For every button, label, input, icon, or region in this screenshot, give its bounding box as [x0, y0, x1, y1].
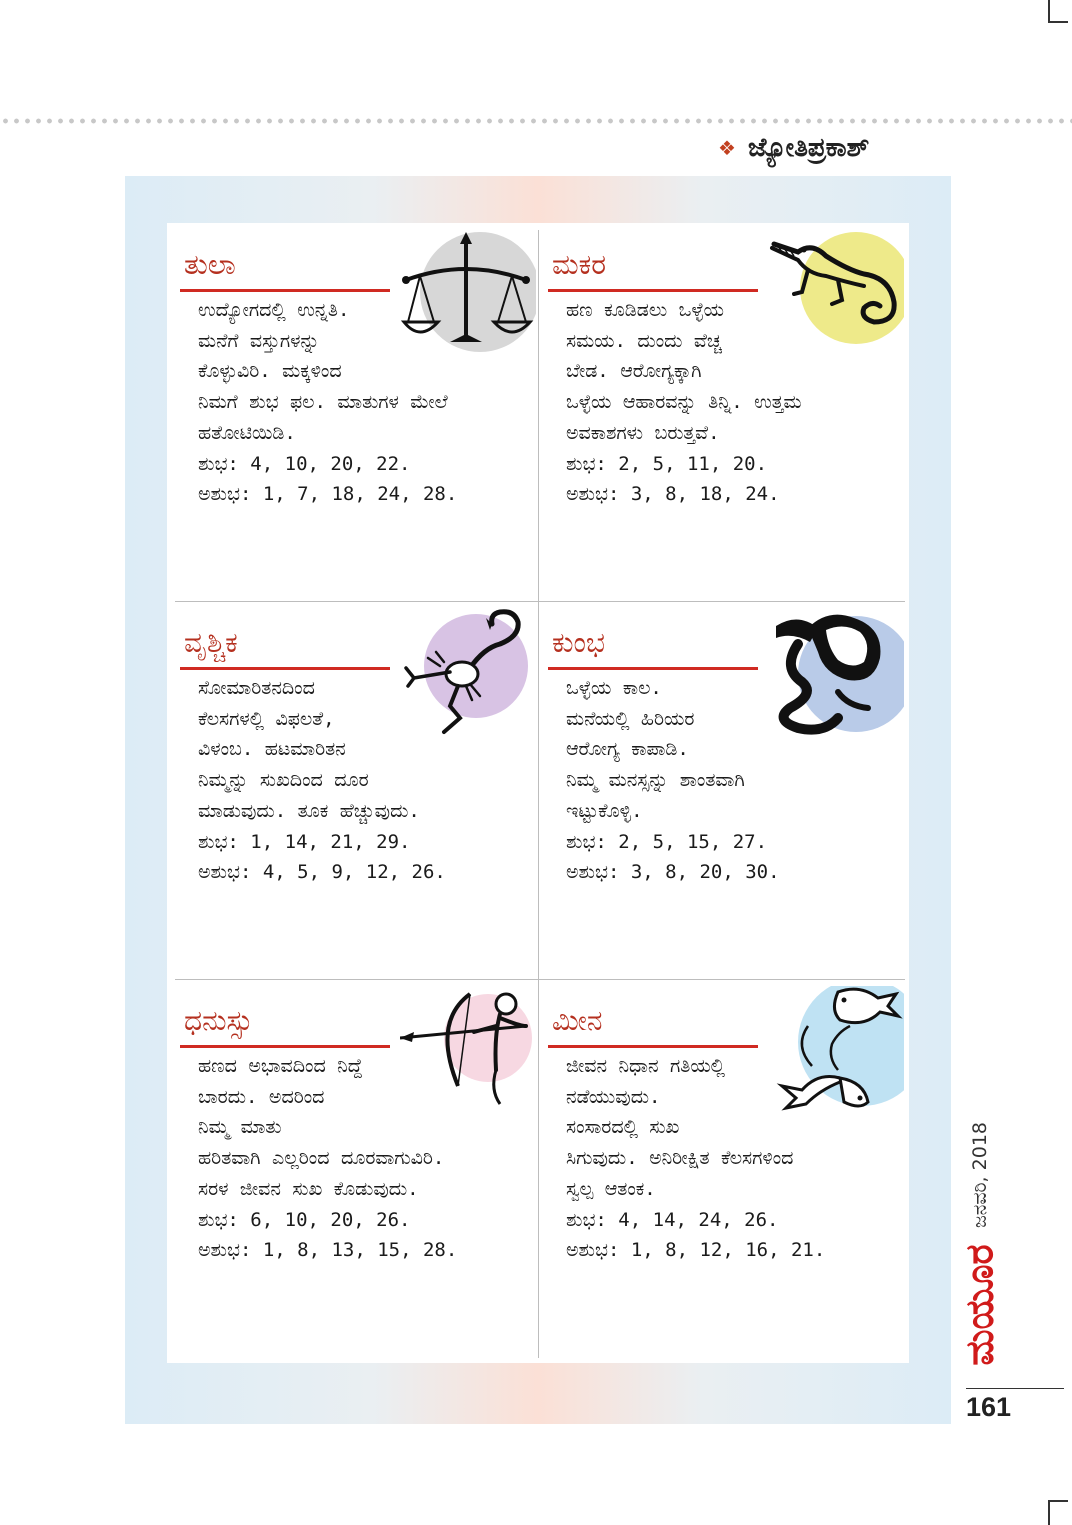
sign-card-dhanussu	[172, 986, 528, 1346]
prediction-line: ಸ್ವಲ್ಪ ಆತಂಕ.	[566, 1177, 656, 1200]
sign-body	[198, 1051, 528, 1266]
unlucky-dates: ಅಶುಭ: 1, 8, 12, 16, 21.	[566, 1239, 826, 1262]
sign-title: ಕುಂಭ	[552, 626, 606, 659]
magazine-logo-text: ಮಯೂರ	[957, 1244, 1002, 1366]
lucky-dates: ಶುಭ: 4, 10, 20, 22.	[198, 452, 411, 475]
title-underline	[548, 667, 758, 670]
sign-card-tula	[172, 230, 528, 590]
unlucky-dates: ಅಶುಭ: 3, 8, 18, 24.	[566, 483, 780, 506]
section-header	[718, 128, 869, 168]
issue-date-text: ಜನವರಿ, 2018	[969, 1122, 991, 1228]
prediction-line: ಮನೆಗೆ ವಸ್ತುಗಳನ್ನು	[198, 329, 320, 352]
dotted-divider	[0, 118, 1072, 124]
prediction-line: ಸಂಸಾರದಲ್ಲಿ ಸುಖ	[566, 1116, 680, 1139]
title-underline	[548, 289, 758, 292]
prediction-line: ನಿಮಗೆ ಶುಭ ಫಲ. ಮಾತುಗಳ ಮೇಲೆ	[198, 391, 448, 414]
row-divider-2	[175, 979, 905, 980]
prediction-line: ಅವಕಾಶಗಳು ಬರುತ್ತವೆ.	[566, 421, 720, 444]
prediction-line: ಕೊಳ್ಳುವಿರಿ. ಮಕ್ಕಳಿಂದ	[198, 360, 342, 383]
title-underline	[180, 289, 390, 292]
sign-card-kumbha	[540, 608, 896, 968]
prediction-line: ಒಳ್ಳೆಯ ಆಹಾರವನ್ನು ತಿನ್ನಿ. ಉತ್ತಮ	[566, 391, 802, 414]
lucky-dates: ಶುಭ: 2, 5, 11, 20.	[566, 452, 768, 475]
sign-title: ಮೀನ	[552, 1004, 603, 1037]
unlucky-dates: ಅಶುಭ: 1, 7, 18, 24, 28.	[198, 483, 458, 506]
prediction-line: ಹಣದ ಅಭಾವದಿಂದ ನಿದ್ದೆ	[198, 1055, 363, 1077]
prediction-line: ಸಿಗುವುದು. ಅನಿರೀಕ್ಷಿತ ಕೆಲಸಗಳಿಂದ	[566, 1147, 794, 1170]
sign-card-makara	[540, 230, 896, 590]
prediction-line: ನಿಮ್ಮನ್ನು ಸುಖದಿಂದ ದೂರ	[198, 769, 369, 792]
prediction-line: ಸರಳ ಜೀವನ ಸುಖ ಕೊಡುವುದು.	[198, 1177, 419, 1200]
prediction-line: ಒಳ್ಳೆಯ ಕಾಲ.	[566, 677, 662, 699]
sign-title: ವೃಶ್ಚಿಕ	[184, 626, 238, 659]
prediction-line: ಸಮಯ. ದುಂದು ವೆಚ್ಚ	[566, 329, 722, 352]
sign-card-meena	[540, 986, 896, 1346]
unlucky-dates: ಅಶುಭ: 4, 5, 9, 12, 26.	[198, 861, 446, 884]
prediction-line: ಜೀವನ ನಿಧಾನ ಗತಿಯಲ್ಲಿ	[566, 1055, 726, 1077]
sign-body	[198, 673, 528, 888]
prediction-line: ಹತೋಟಿಯಿಡಿ.	[198, 421, 296, 444]
lucky-dates: ಶುಭ: 4, 14, 24, 26.	[566, 1208, 779, 1231]
crop-mark-bottom-right-h	[1048, 1500, 1068, 1502]
crop-mark-bottom-right	[1048, 1500, 1050, 1525]
prediction-line: ಬಾರದು. ಅದರಿಂದ	[198, 1085, 325, 1108]
crop-mark-top-right-h	[1048, 21, 1068, 23]
lucky-dates: ಶುಭ: 1, 14, 21, 29.	[198, 830, 411, 853]
prediction-line: ಕೆಲಸಗಳಲ್ಲಿ ವಿಫಲತೆ,	[198, 707, 335, 730]
title-underline	[180, 667, 390, 670]
prediction-line: ಮಾಡುವುದು. ತೂಕ ಹೆಚ್ಚುವುದು.	[198, 799, 420, 822]
diamond-bullet-icon: ❖	[718, 136, 736, 160]
page-number-rule	[966, 1388, 1064, 1389]
sign-title: ಧನುಸ್ಸು	[184, 1004, 254, 1037]
unlucky-dates: ಅಶುಭ: 1, 8, 13, 15, 28.	[198, 1239, 458, 1262]
prediction-line: ಆರೋಗ್ಯ ಕಾಪಾಡಿ.	[566, 738, 689, 761]
crop-mark-top-right	[1048, 0, 1050, 22]
lucky-dates: ಶುಭ: 6, 10, 20, 26.	[198, 1208, 411, 1231]
prediction-line: ಸೋಮಾರಿತನದಿಂದ	[198, 677, 315, 699]
page-number: 161	[966, 1392, 1012, 1422]
prediction-line: ನಿಮ್ಮ ಮನಸ್ಸನ್ನು ಶಾಂತವಾಗಿ	[566, 769, 745, 792]
magazine-logo	[956, 1240, 1004, 1370]
prediction-line: ಇಟ್ಟುಕೊಳ್ಳಿ.	[566, 799, 643, 822]
prediction-line: ನಿಮ್ಮ ಮಾತು	[198, 1116, 282, 1139]
sign-card-vrishchika	[172, 608, 528, 968]
sign-title: ಮಕರ	[552, 248, 607, 281]
section-title: ಜ್ಯೋತಿಪ್ರಕಾಶ್	[747, 132, 870, 163]
column-divider	[538, 230, 539, 1358]
sign-body	[566, 295, 896, 510]
prediction-line: ವಿಳಂಬ. ಹಟಮಾರಿತನ	[198, 738, 346, 761]
title-underline	[548, 1045, 758, 1048]
sign-body	[566, 1051, 896, 1266]
prediction-line: ಬೇಡ. ಆರೋಗ್ಯಕ್ಕಾಗಿ	[566, 360, 702, 383]
row-divider-1	[175, 601, 905, 602]
prediction-line: ನಡೆಯುವುದು.	[566, 1085, 661, 1108]
title-underline	[180, 1045, 390, 1048]
prediction-line: ಉದ್ಯೋಗದಲ್ಲಿ ಉನ್ನತಿ.	[198, 299, 350, 321]
sign-body	[566, 673, 896, 888]
sign-title: ತುಲಾ	[184, 248, 236, 281]
issue-date	[960, 1110, 1000, 1240]
prediction-line: ಹಣ ಕೂಡಿಡಲು ಒಳ್ಳೆಯ	[566, 299, 725, 321]
lucky-dates: ಶುಭ: 2, 5, 15, 27.	[566, 830, 768, 853]
sign-body	[198, 295, 528, 510]
unlucky-dates: ಅಶುಭ: 3, 8, 20, 30.	[566, 861, 780, 884]
prediction-line: ಹರಿತವಾಗಿ ಎಲ್ಲರಿಂದ ದೂರವಾಗುವಿರಿ.	[198, 1147, 445, 1170]
prediction-line: ಮನೆಯಲ್ಲಿ ಹಿರಿಯರ	[566, 707, 695, 730]
